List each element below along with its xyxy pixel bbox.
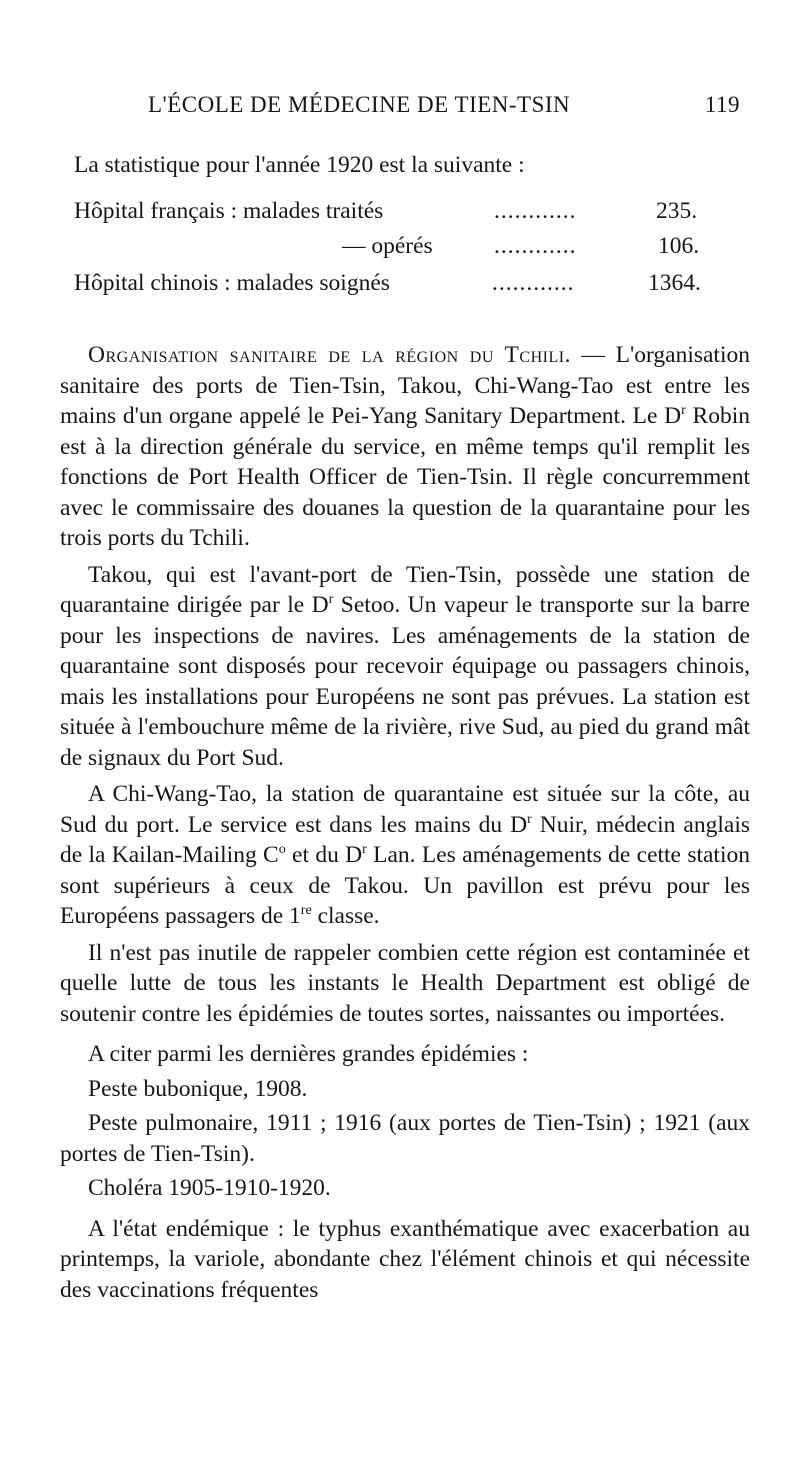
stat-leader: ............ xyxy=(494,198,577,224)
stat-row xyxy=(74,198,704,230)
running-title: L'ÉCOLE DE MÉDECINE DE TIEN-TSIN xyxy=(148,92,571,117)
paragraph: A l'état endémique : le typhus exanthématique avec exacerbation au printemps, la variole, abondante chez l'élément chinois et qui nécessite des vaccinations fréquentes xyxy=(60,1215,750,1303)
paragraph: Organisation sanitaire de la région du Tchili. — L'organisation sanitaire des ports de Tien-Tsin, Takou, Chi-Wang-Tao est entre les mains d'un organe appelé le Pei-Yang Sanitary Department. Le $D^r$ Robin est à la direction générale du service, en même temps qu'il remplit les fonctions de Port Health Officer de Tien-Tsin. Il règle concurremment avec le commissaire des douanes la question de la quarantaine pour les trois ports du Tchili. xyxy=(60,342,750,551)
stat-label: — opérés xyxy=(342,233,433,259)
list-item: Peste pulmonaire, 1911 ; 1916 (aux portes de Tien-Tsin) ; 1921 (aux portes de Tien-Tsin). xyxy=(60,1110,750,1167)
stat-row xyxy=(74,233,704,265)
running-header xyxy=(148,92,748,122)
paragraph: A citer parmi les dernières grandes épidémies : xyxy=(88,1041,529,1067)
page-number: 119 xyxy=(704,92,740,117)
stat-label: Hôpital français : malades traités xyxy=(74,198,384,224)
stat-row xyxy=(74,270,704,302)
statistics-intro: La statistique pour l'année 1920 est la suivante : xyxy=(74,152,525,178)
body-text xyxy=(60,340,750,1305)
list-item: Peste bubonique, 1908. xyxy=(88,1075,308,1102)
paragraph: A Chi-Wang-Tao, la station de quarantaine est située sur la côte, au Sud du port. Le service est dans les mains du $D^r$ Nuir, médecin anglais de la Kailan-Mailing $C^o$ et du $D^r$ Lan. Les aménagements de cette station sont supérieurs à ceux de Takou. Un pavillon est prévu pour les Européens passagers de 1re classe. xyxy=(60,781,750,929)
list-item: Choléra 1905-1910-1920. xyxy=(88,1175,331,1201)
section-heading: Organisation sanitaire de la région du Tchili. xyxy=(88,342,571,368)
stat-label: Hôpital chinois : malades soignés xyxy=(74,270,390,296)
stat-leader: ............ xyxy=(492,270,575,296)
stat-value: 106. xyxy=(658,233,700,259)
stat-value: 1364. xyxy=(648,270,701,296)
stat-value: 235. xyxy=(656,198,698,224)
paragraph: Takou, qui est l'avant-port de Tien-Tsin, possède une station de quarantaine dirigée par le $D^r$ Setoo. Un vapeur le transporte sur la barre pour les inspections de navires. Les aménagements de la station de quarantaine sont disposés pour recevoir équipage ou passagers chinois, mais les installations pour Européens ne sont pas prévues. La station est située à l'embouchure même de la rivière, rive Sud, au pied du grand mât de signaux du Port Sud. xyxy=(60,561,750,771)
stat-leader: ............ xyxy=(494,233,577,259)
paragraph: Il n'est pas inutile de rappeler combien cette région est contaminée et quelle lutte de tous les instants le Health Department est obligé de soutenir contre les épidémies de toutes sortes, naissantes ou importées. xyxy=(60,939,750,1027)
